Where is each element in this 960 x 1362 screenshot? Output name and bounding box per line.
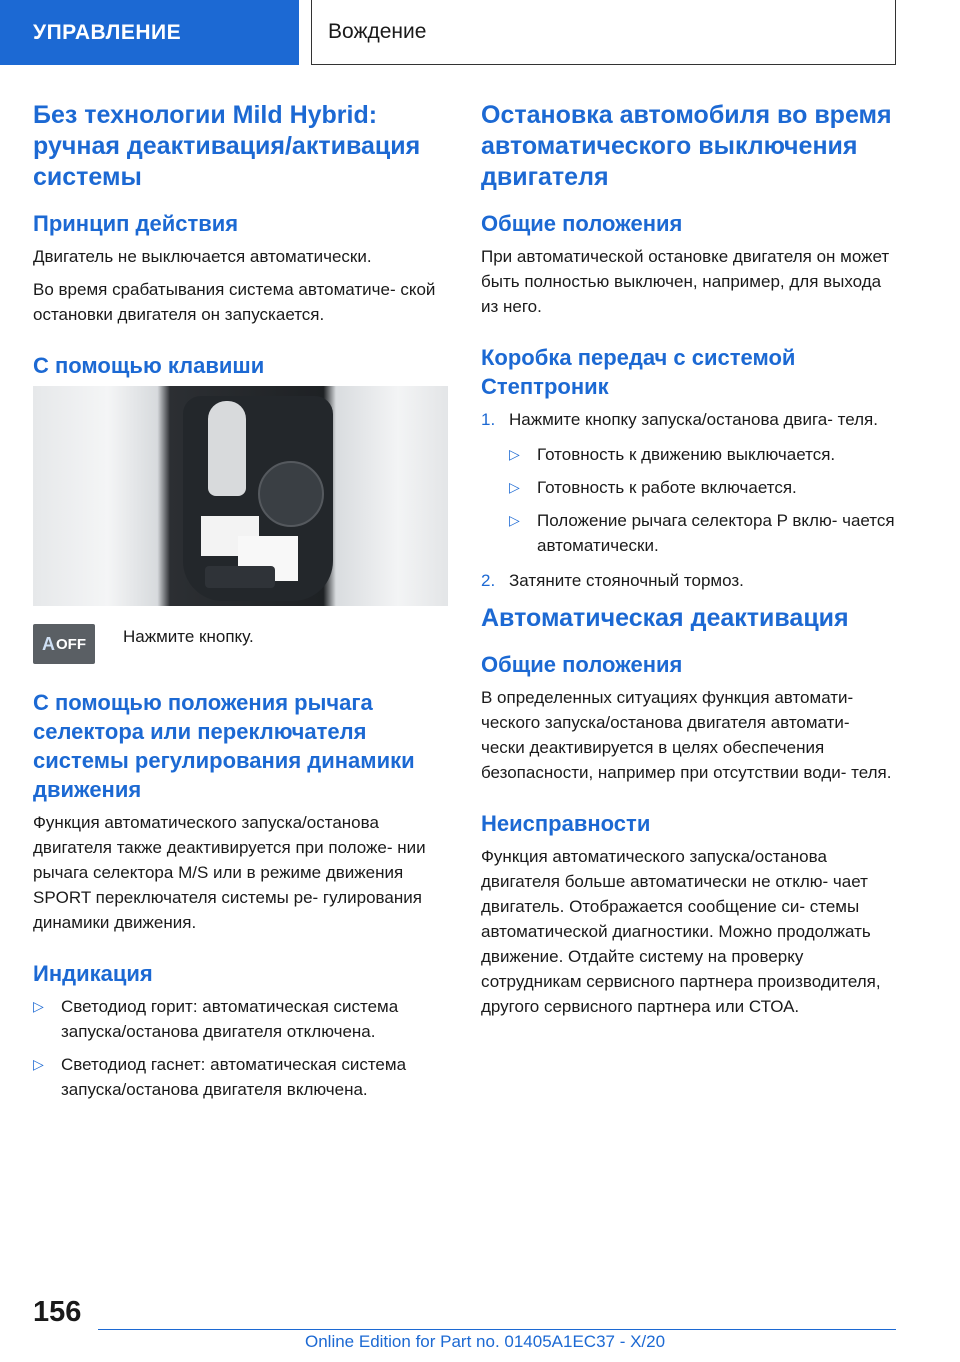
- heading-steptronic: Коробка передач с системой Стептроник: [481, 345, 796, 399]
- paragraph: Двигатель не выключается автоматически.: [33, 247, 372, 266]
- footer-divider: [98, 1329, 896, 1330]
- center-console-photo: [33, 386, 448, 606]
- heading-stopping-vehicle: Остановка автомобиля во время автоматического выключения двигателя: [481, 101, 892, 191]
- heading-with-button: С помощью клавиши: [33, 353, 265, 378]
- list-item: ▷ Готовность к движению выключается.: [509, 442, 896, 467]
- right-column: [481, 100, 896, 1027]
- list-item: 2. Затяните стояночный тормоз.: [481, 571, 744, 590]
- list-item: ▷ Светодиод гаснет: автоматическая система запуска/останова двигателя включена.: [33, 1052, 448, 1102]
- steps-list: [481, 407, 896, 593]
- heading-principle: Принцип действия: [33, 211, 239, 236]
- chapter-title: Вождение: [311, 0, 896, 65]
- heading-no-mild-hybrid: Без технологии Mild Hybrid: ручная деактивация/активация системы: [33, 101, 421, 191]
- triangle-bullet-icon: ▷: [33, 1056, 44, 1072]
- triangle-bullet-icon: ▷: [509, 512, 520, 528]
- edition-link[interactable]: Online Edition for Part no. 01405A1EC37 - X/20: [305, 1332, 666, 1351]
- heading-general-2: Общие положения: [481, 652, 683, 677]
- heading-auto-deactivation: Автоматическая деактивация: [481, 604, 849, 632]
- list-item: ▷ Светодиод горит: автоматическая система запуска/останова двигателя отключена.: [33, 994, 448, 1044]
- paragraph: При автоматической остановке двигателя он может быть полностью выключен, например, для выхода из него.: [481, 247, 890, 316]
- paragraph: Функция автоматического запуска/останова двигателя также деактивируется при положе- нии рычага селектора M/S или в режиме движения SPORT переключателя системы ре- гулирования динамики движения.: [33, 813, 426, 932]
- list-item: 1. Нажмите кнопку запуска/останова двига- теля. ▷ Готовность к движению выключается. ▷ Готовность к работе включается. ▷ Положение рычага селектора P вклю- чается автоматически.: [481, 407, 896, 558]
- left-column: [33, 100, 448, 1110]
- auto-start-stop-off-icon: A OFF: [33, 624, 95, 664]
- heading-general: Общие положения: [481, 211, 683, 236]
- page-number: 156: [33, 1296, 82, 1328]
- triangle-bullet-icon: ▷: [33, 998, 44, 1014]
- paragraph: Во время срабатывания система автоматиче- ской остановки двигателя он запускается.: [33, 280, 436, 324]
- paragraph: Функция автоматического запуска/останова двигателя больше автоматически не отклю- чает двигатель. Отображается сообщение си- стемы автоматической диагностики. Можно продолжать движение. Отдайте систему на проверку сотрудникам сервисного партнера производителя, другого сервисного партнера или СТОА.: [481, 847, 881, 1016]
- heading-indication: Индикация: [33, 961, 153, 986]
- list-item: ▷ Готовность к работе включается.: [509, 475, 896, 500]
- caption: Нажмите кнопку.: [123, 627, 254, 646]
- heading-faults: Неисправности: [481, 811, 651, 836]
- triangle-bullet-icon: ▷: [509, 479, 520, 495]
- indication-list: [33, 994, 448, 1102]
- section-tab: УПРАВЛЕНИЕ: [0, 0, 299, 65]
- list-item: ▷ Положение рычага селектора P вклю- чается автоматически.: [509, 508, 896, 558]
- paragraph: В определенных ситуациях функция автомати- ческого запуска/останова двигателя автомати- чески деактивируется в целях обеспечения безопасности, например при отсутствии води- теля.: [481, 688, 892, 782]
- triangle-bullet-icon: ▷: [509, 446, 520, 462]
- button-instruction: [33, 624, 448, 664]
- heading-selector-lever: С помощью положения рычага селектора или переключателя системы регулирования динамики движения: [33, 690, 415, 802]
